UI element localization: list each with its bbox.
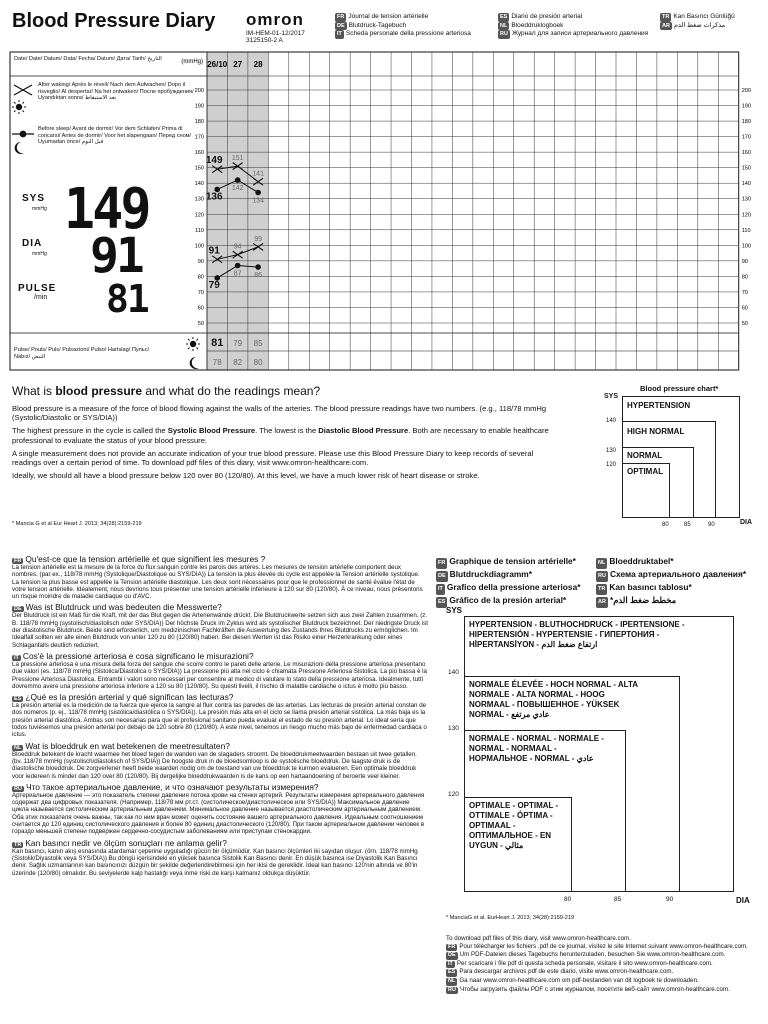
download-text: Para descargar archivos pdf de este diario, visite www.omron-healthcare.com.: [459, 968, 674, 976]
dot-mark: [255, 264, 261, 270]
pulse-evening-value: 82: [233, 358, 243, 367]
small-chart-sys: SYS: [604, 393, 619, 400]
ml-paragraph-fr: La tension artérielle est la mesure de la force du flux sanguin contre les parois des artères. Les mesures de tension artérielle comportent deux nombres. (par ex., 118/78 mmHg (Systolique/Diastolique ou SYS/DIA)) La tension la plus élevée du cycle est appelée la Tension artérielle systolique. La tension la plus basse est appelée la Tension artérielle diastolique. Les deux sont nécessaires pour que le professionnel de santé évalue l'état de votre tension artérielle. Idéalement, nous devrions tous présenter une tension artérielle inférieure à 120 sur 80 (120/80). À ce niveau, nous présentons un risque moindre de maladie cardiaque ou d'AVC.: [12, 564, 423, 601]
ml-paragraph-ru: Артериальное давление — это показатель степени давления потока крови на стенки артерий. Результаты измерения артериального давления содержат два цифровых показателя. (Например, 118/78 мм рт.ст. (систолическое/диастолическое или SYS/DIA)) Максимальное давление цикла называется систолическим артериальным давлением. Минимальное давление называется диастолическим артериальным давлением. Оба этих показателя очень важны, так как по ним врач может оценить состояние вашего артериального давления. Идеальным соотношением считается до 120 единиц систолического давления и более 80 единиц диастолического (120/80). При таком артериальном давлении человек в гораздо меньшей степени подвержен сердечно-сосудистым заболеваниям или приступам стенокардии.: [12, 791, 425, 836]
value-label: 87: [233, 270, 242, 278]
ml-question: Что такое артериальное давление, и что означают результаты измерения?: [25, 781, 319, 792]
ml-question: Wat is bloeddruk en wat betekenen de meetresultaten?: [25, 740, 230, 751]
y-tick-label-right: 110: [741, 227, 751, 234]
ml-paragraph-tr: Kan basıncı, kanın akış esnasında atardamar çeperine uyguladığı gücün bir ölçümüdür. Kan basıncı ölçümleri iki sayıdan oluşur. (örn. 118/78 mmHg (Sistolik/Diyastolik veya SYS/DIA)) Bu döngü içerisindeki en yüksek basınca Sistolik Kan Basıncı denir. En düşük basınca ise Diyastolik Kan Basıncı denir. Sağlık uzmanlarının kan basıncınızı düzgün bir şekilde değerlendirebilmesi için her ikisi de gereklidir. İdeal kan basıncı 120'nin altında ve 80'in üzerinde (120/80) olmalıdır. Bu seviyelerde kalp hastalığı veya inme riski de karşı kalmanız oldukça düşüktür.: [12, 847, 418, 877]
dot-marker-icon: [12, 126, 34, 136]
language-badge: ES: [14, 696, 22, 703]
small-zone-high-normal: HIGH NORMAL: [622, 421, 716, 518]
big-chart-x-80: 80: [564, 896, 572, 903]
page-title: Blood Pressure Diary: [12, 10, 216, 32]
value-label: 86: [254, 272, 263, 280]
y-tick-label: 160: [194, 150, 204, 157]
y-tick-label: 100: [194, 243, 204, 250]
language-badge: NL: [14, 744, 22, 751]
y-tick-label-right: 80: [741, 274, 748, 281]
y-tick-label-right: 190: [741, 103, 752, 110]
pulse-evening-value: 80: [253, 358, 263, 367]
big-chart-sys: SYS: [446, 606, 463, 615]
cross-marker-icon: [12, 83, 34, 97]
pulse-morning-value: 85: [253, 339, 263, 348]
ml-heading-ru: [12, 782, 428, 792]
small-chart-x-80: 80: [662, 522, 669, 528]
big-chart-x-85: 85: [614, 896, 622, 903]
y-tick-label: 50: [197, 321, 204, 327]
download-line-nl: [446, 977, 760, 986]
value-label: 91: [208, 245, 220, 257]
download-text: Per scaricare i file pdf di questa scheda personale, visitare il sito www.omron-healthcare.com.: [456, 959, 713, 967]
dot-mark: [255, 190, 261, 196]
y-tick-label: 130: [194, 196, 204, 203]
ml-paragraph-de: Der Blutdruck ist ein Maß für die Kraft, mit der das Blut gegen die Arterienwände drückt. Die Blutdruckwerte setzen sich aus zwei Zahlen zusammen. (z. B. 118/78 mmHg (systolisch/diastolisch oder SYS/DIA)) Der höchste Druck im Zyklus wird als systolischer Blutdruck bezeichnet. Der niedrigste Druck ist der diastolische Blutdruck. Beide sind erforderlich, um medizinischen Fachkräften die Auswertung des Zustands Ihres Blutdrucks zu ermöglichen. Im Idealfall sollten wir alle einen Blutdruck von unter 120 zu 80 (120/80) haben. Bei diesen Werten ist das Risiko einer Herzerkrankung oder eines Schlaganfalls deutlich reduziert.: [12, 612, 428, 649]
lcd-dia-value: 91: [90, 228, 142, 284]
y-tick-label: 120: [194, 212, 204, 219]
morning-label: After waking/ Après le réveil/ Nach dem Aufwachen/ Dopo il risveglio/ Al despertar/ Na het ontwaken/ После пробуждения/ Uyandıktan sonra/ بعد الاستيقاظ: [38, 82, 194, 102]
language-badge: FR: [14, 558, 22, 564]
mmhg-unit: (mmHg): [181, 59, 203, 65]
y-tick-label-right: 50: [741, 321, 748, 327]
ml-question: ¿Qué es la presión arterial y qué significan las lecturas?: [25, 692, 234, 703]
language-badge: TR: [14, 841, 22, 848]
y-tick-label: 60: [197, 305, 204, 312]
language-badge: DE: [448, 952, 456, 959]
y-tick-label-right: 60: [741, 305, 748, 312]
ml-question: Was ist Blutdruck und was bedeuten die Messwerte?: [25, 602, 222, 613]
small-chart-y-140: 140: [606, 418, 617, 424]
header-titles-col3: TR Kan Basıncı Günlüğü AR مذكرات ضغط الدم: [662, 13, 735, 29]
big-chart-y-120: 120: [448, 791, 459, 798]
pulse-label: Pulse/ Pouls/ Puls/ Pulsazioni/ Pulso/ Hartslag/ Пульс/ Nabız/ النبض: [14, 347, 150, 360]
download-line-es: [446, 968, 760, 977]
download-text: Pour télécharger les fichiers .pdf de ce journal, visitez le site Internet suivant www.omron-healthcare.com.: [459, 942, 748, 950]
dot-mark: [235, 177, 241, 183]
language-badge: RU: [14, 785, 22, 792]
big-zone-optimal: OPTIMALE - OPTIMAL - OTTIMALE - ÓPTIMA - OPTIMAAL - ОПТИМАЛЬНОЕ - EN UYGUN - مثالي: [464, 797, 572, 892]
language-badge: NL: [448, 977, 456, 984]
ml-heading-es: [12, 692, 428, 702]
small-chart-y-130: 130: [606, 448, 617, 454]
brand-logo: omron: [246, 10, 304, 29]
download-line-fr: [446, 943, 760, 952]
language-badge: IT: [448, 960, 453, 967]
lcd-pulse-value: 81: [106, 277, 148, 321]
ml-heading-tr: [12, 838, 428, 848]
pulse-evening-value: 78: [212, 358, 222, 367]
intro-heading: What is blood pressure and what do the readings mean?: [12, 384, 321, 398]
small-zone-hypertension: HYPERTENSION: [622, 396, 740, 518]
big-chart-reference: * ManciaG et al. EurHeart J. 2013; 34(28):2159-219: [446, 915, 575, 921]
y-tick-label: 170: [194, 134, 204, 141]
sun-icon: [12, 100, 26, 114]
lcd-sys-label: SYS: [22, 193, 46, 204]
download-text: Um PDF-Dateien dieses Tagebuchs herunterzuladen, besuchen Sie www.omron-healthcare.com.: [459, 951, 726, 959]
language-badge: ES: [448, 969, 456, 976]
header-titles-col2: ES Diario de presión arterial NL Bloeddruklogboek RU Журнал для записи артериального давления: [500, 13, 649, 37]
y-tick-label-right: 120: [741, 212, 752, 219]
date-cell[interactable]: 27: [233, 60, 243, 69]
moon-icon: [13, 141, 25, 155]
ml-heading-nl: [12, 741, 428, 751]
y-tick-label: 190: [194, 103, 204, 110]
value-label: 141: [252, 170, 264, 178]
date-label: Date/ Date/ Datum/ Data/ Fecha/ Datum/ Дата/ Tarih/ التاريخ: [14, 56, 162, 62]
big-chart-y-130: 130: [448, 725, 459, 732]
ml-heading-it: [12, 651, 428, 661]
download-text: Ga naar www.omron-healthcare.com om pdf-bestanden van dit logboek te downloaden.: [459, 976, 699, 984]
y-tick-label: 140: [194, 181, 204, 188]
lcd-pulse-unit: /min: [34, 294, 48, 301]
y-tick-label-right: 170: [741, 134, 752, 141]
small-chart-x-85: 85: [684, 522, 691, 528]
y-tick-label-right: 180: [741, 119, 752, 126]
value-label: 151: [231, 155, 244, 163]
lcd-dia-unit: mmHg: [32, 251, 47, 257]
ml-question: Qu'est-ce que la tension artérielle et que signifient les mesures ?: [25, 554, 266, 564]
y-tick-label-right: 70: [741, 289, 748, 296]
ml-heading-fr: [12, 554, 428, 564]
downloads-section: To download pdf files of this diary, visit www.omron-healthcare.com. FR Pour télécharger les fichiers .pdf de ce journal, visitez le site Internet suivant www.omron-healthcare.com. DE Um PDF-Dateien dieses Tagebuchs herunterzuladen, besuchen Sie www.omron-healthcare.com. IT Per scaricare i file pdf di questa scheda personale, visitare il sito www.omron-healthcare.com. ES Para descargar archivos pdf de este diario, visite www.omron-healthcare.com. NL Ga naar www.omron-healthcare.com om pdf-bestanden van dit logboek te downloaden. RU Чтобы загрузить файлы PDF с этим журналом, посетите веб-сайт www.omron-healthcare.com.: [446, 935, 760, 994]
language-badge: IT: [14, 654, 19, 661]
lcd-dia-label: DIA: [22, 238, 43, 249]
y-tick-label-right: 140: [741, 181, 752, 188]
y-tick-label-right: 160: [741, 150, 752, 157]
small-zone-normal: NORMAL: [622, 447, 694, 518]
pulse-morning-value: 79: [233, 339, 243, 348]
small-chart-y-120: 120: [606, 462, 617, 468]
download-line-ru: [446, 986, 760, 995]
small-zone-optimal: OPTIMAL: [622, 463, 670, 518]
y-tick-label: 200: [194, 88, 204, 94]
y-tick-label: 90: [197, 258, 204, 265]
language-badge: DE: [14, 606, 22, 613]
download-line-it: [446, 960, 760, 969]
ml-question: Cos'è la pressione arteriosa e cosa significano le misurazioni?: [22, 650, 254, 661]
y-tick-label-right: 200: [741, 88, 752, 94]
ml-paragraph-it: La pressione arteriosa è una misura della forza del sangue che scorre contro le pareti delle arterie. Le misurazioni della pressione arteriosa presentano due valori (es. 118/78 mmHg (Sistolica/Diastolica o SYS/DIA)) La pressione più alta nel ciclo è chiamata Pressione Arteriosa Sistolica. La più bassa è la Pressione Arteriosa Diastolica. Entrambi i valori sono necessari per consentire al medico di valutare lo stato della pressione arteriosa. Idealmente, tutti dovremmo avere una pressione arteriosa inferiore a 120 su 80 (120/80). Su questi livelli, il rischio di malattie cardiache o ictus è molto più basso.: [12, 660, 427, 690]
language-badge: RU: [448, 986, 456, 993]
value-label: 79: [208, 279, 220, 291]
moon-icon: [188, 356, 200, 375]
y-tick-label-right: 150: [741, 165, 752, 172]
date-cell[interactable]: 26/10: [207, 60, 228, 69]
big-zone-hypertension: HYPERTENSION - BLUTHOCHDRUCK - IPERTENSIONE - HIPERTENSIÓN - HYPERTENSIE - ГИПЕРТОНИЯ - HİPERTANSİYON - ارتفاع ضغط الدم: [464, 616, 734, 892]
value-label: 134: [252, 197, 264, 205]
small-chart-dia: DIA: [740, 519, 753, 526]
lcd-pulse-label: PULSE: [18, 283, 57, 294]
big-zone-normal: NORMALE - NORMAL - NORMALE - NORMAL - NORMAAL - НОРМАЛЬНОЕ - NORMAL - عادي: [464, 730, 626, 892]
ml-paragraph-es: La presión arterial es la medición de la fuerza que ejerce la sangre al fluir contra las paredes de las arterias. Las lecturas de presión arterial constan de dos números (p. ej., 118/78 mmHg (sistólica/diastólica o SYS/DIA)). La presión más alta en el ciclo se llama presión arterial sistólica. La más baja es la presión arterial diastólica. Ambas son necesarias para que el profesional sanitario pueda evaluar el estado de su presión arterial. Lo ideal sería que todos tuviésemos una presión arterial por debajo de 120 sobre 80 (120/80). A este nivel, tenemos un riesgo mucho más bajo de enfermedad cardiaca o ictus.: [12, 702, 427, 739]
value-label: 149: [205, 155, 223, 167]
value-label: 136: [205, 191, 223, 203]
intro-reference: * Mancia G et al Eur Heart J. 2013; 34(28):2159-219: [12, 521, 142, 527]
big-zone-high-normal: NORMALE ÉLEVÉE - HOCH NORMAL - ALTA NORMALE - ALTA NORMAL - HOOG NORMAAL - ПОВЫШЕННОЕ - YÜKSEK NORMAL - عادي مرتفع: [464, 676, 680, 892]
y-tick-label: 150: [194, 165, 204, 172]
big-chart-dia: DIA: [736, 896, 750, 905]
download-text: Чтобы загрузить файлы PDF с этим журналом, посетите веб-сайт www.omron-healthcare.com.: [459, 985, 730, 993]
y-tick-label: 70: [197, 289, 204, 296]
y-tick-label-right: 90: [741, 258, 748, 265]
dot-mark: [235, 263, 241, 269]
filled-columns-shading: [207, 52, 268, 370]
value-label: 142: [231, 185, 244, 193]
ml-question: Kan basıncı nedir ve ölçüm sonuçları ne anlama gelir?: [25, 837, 227, 848]
document-codes: IM-HEM-01-12/2017 3125150-2 A: [246, 30, 305, 44]
y-tick-label: 80: [197, 274, 204, 281]
sun-icon: [186, 337, 200, 356]
y-tick-label-right: 100: [741, 243, 752, 250]
lcd-sys-value: 149: [64, 177, 149, 242]
intro-text: Blood pressure is a measure of the force of blood flowing against the walls of the arteries. The blood pressure readings have two numbers. (e.g., 118/78 mmHg (Systolic/Diastolic or SYS/DIA)) The highest pressure in the cycle is called the Systolic Blood Pressure. The lowest is the Diastolic Blood Pressure. Both are necessary to enable healthcare professional to evaluate the status of your blood pressure. A single measurement does not provide an accurate indication of your true blood pressure. Please use this Blood Pressure Diary to keep records of several readings over a certain period of time. To download pdf files of this diary, visit www.omron-healthcare.com. Ideally, we should all have a blood pressure below 120 over 80 (120/80). At this level, we have a much lower risk of heart disease or stroke.: [12, 404, 549, 481]
value-label: 99: [254, 235, 263, 243]
value-label: 94: [233, 243, 242, 251]
multilingual-section: [12, 552, 428, 877]
ml-paragraph-nl: Bloeddruk betekent de kracht waarmee het bloed tegen de wanden van de slagaders stroomt. De bloeddrukmeetwaarden bestaan uit twee getallen. (bv. 118/78 mmHg (systolisch/diastolisch of SYS/DIA)) De hoogste druk in de bloedsomloop is de systolische bloeddruk. De laagste druk is de diastolische bloeddruk. De zorgverlener heeft beide waarden nodig om de toestand van uw bloeddruk te kunnen evalueren. Een optimale bloeddruk voor iedereen is minder dan 120 over 80 (120/80). Bij dergelijke bloeddrukwaarden is de kans op een hartaandoening of beroerte veel kleiner.: [12, 750, 417, 780]
pulse-morning-value: 81: [211, 337, 224, 349]
big-chart-x-90: 90: [666, 896, 674, 903]
y-tick-label-right: 130: [741, 196, 752, 203]
big-chart-titles-right: NL Bloeddruktabel* RU Схема артериального давления* TR Kan basıncı tablosu* AR *مخطط ضغط الدم: [596, 556, 746, 608]
language-badge: FR: [448, 943, 456, 950]
download-line-de: [446, 951, 760, 960]
header-titles-col1: FR Journal de tension artérielle DE Blutdruck-Tagebuch IT Scheda personale della pressione arteriosa: [337, 13, 471, 37]
y-tick-label: 110: [195, 227, 204, 234]
date-cell[interactable]: 28: [253, 60, 263, 69]
evening-label: Before sleep/ Avant de dormir/ Vor dem Schlafen/ Prima di coricarsi/ Antes de dormir/ Voor het slapengaan/ Перед сном/ Uyumadan önce/ قبل النوم: [38, 126, 192, 146]
big-chart-titles-left: FR Graphique de tension artérielle* DE Blutdruckdiagramm* IT Grafico della pressione arteriosa* ES Gráfico de la presión arterial*: [436, 556, 580, 608]
ml-heading-de: [12, 602, 428, 612]
y-tick-label: 180: [194, 119, 204, 126]
small-chart-title: Blood pressure chart*: [640, 384, 719, 393]
lcd-sys-unit: mmHg: [32, 206, 47, 212]
small-chart-x-90: 90: [708, 522, 715, 528]
big-chart-y-140: 140: [448, 669, 459, 676]
